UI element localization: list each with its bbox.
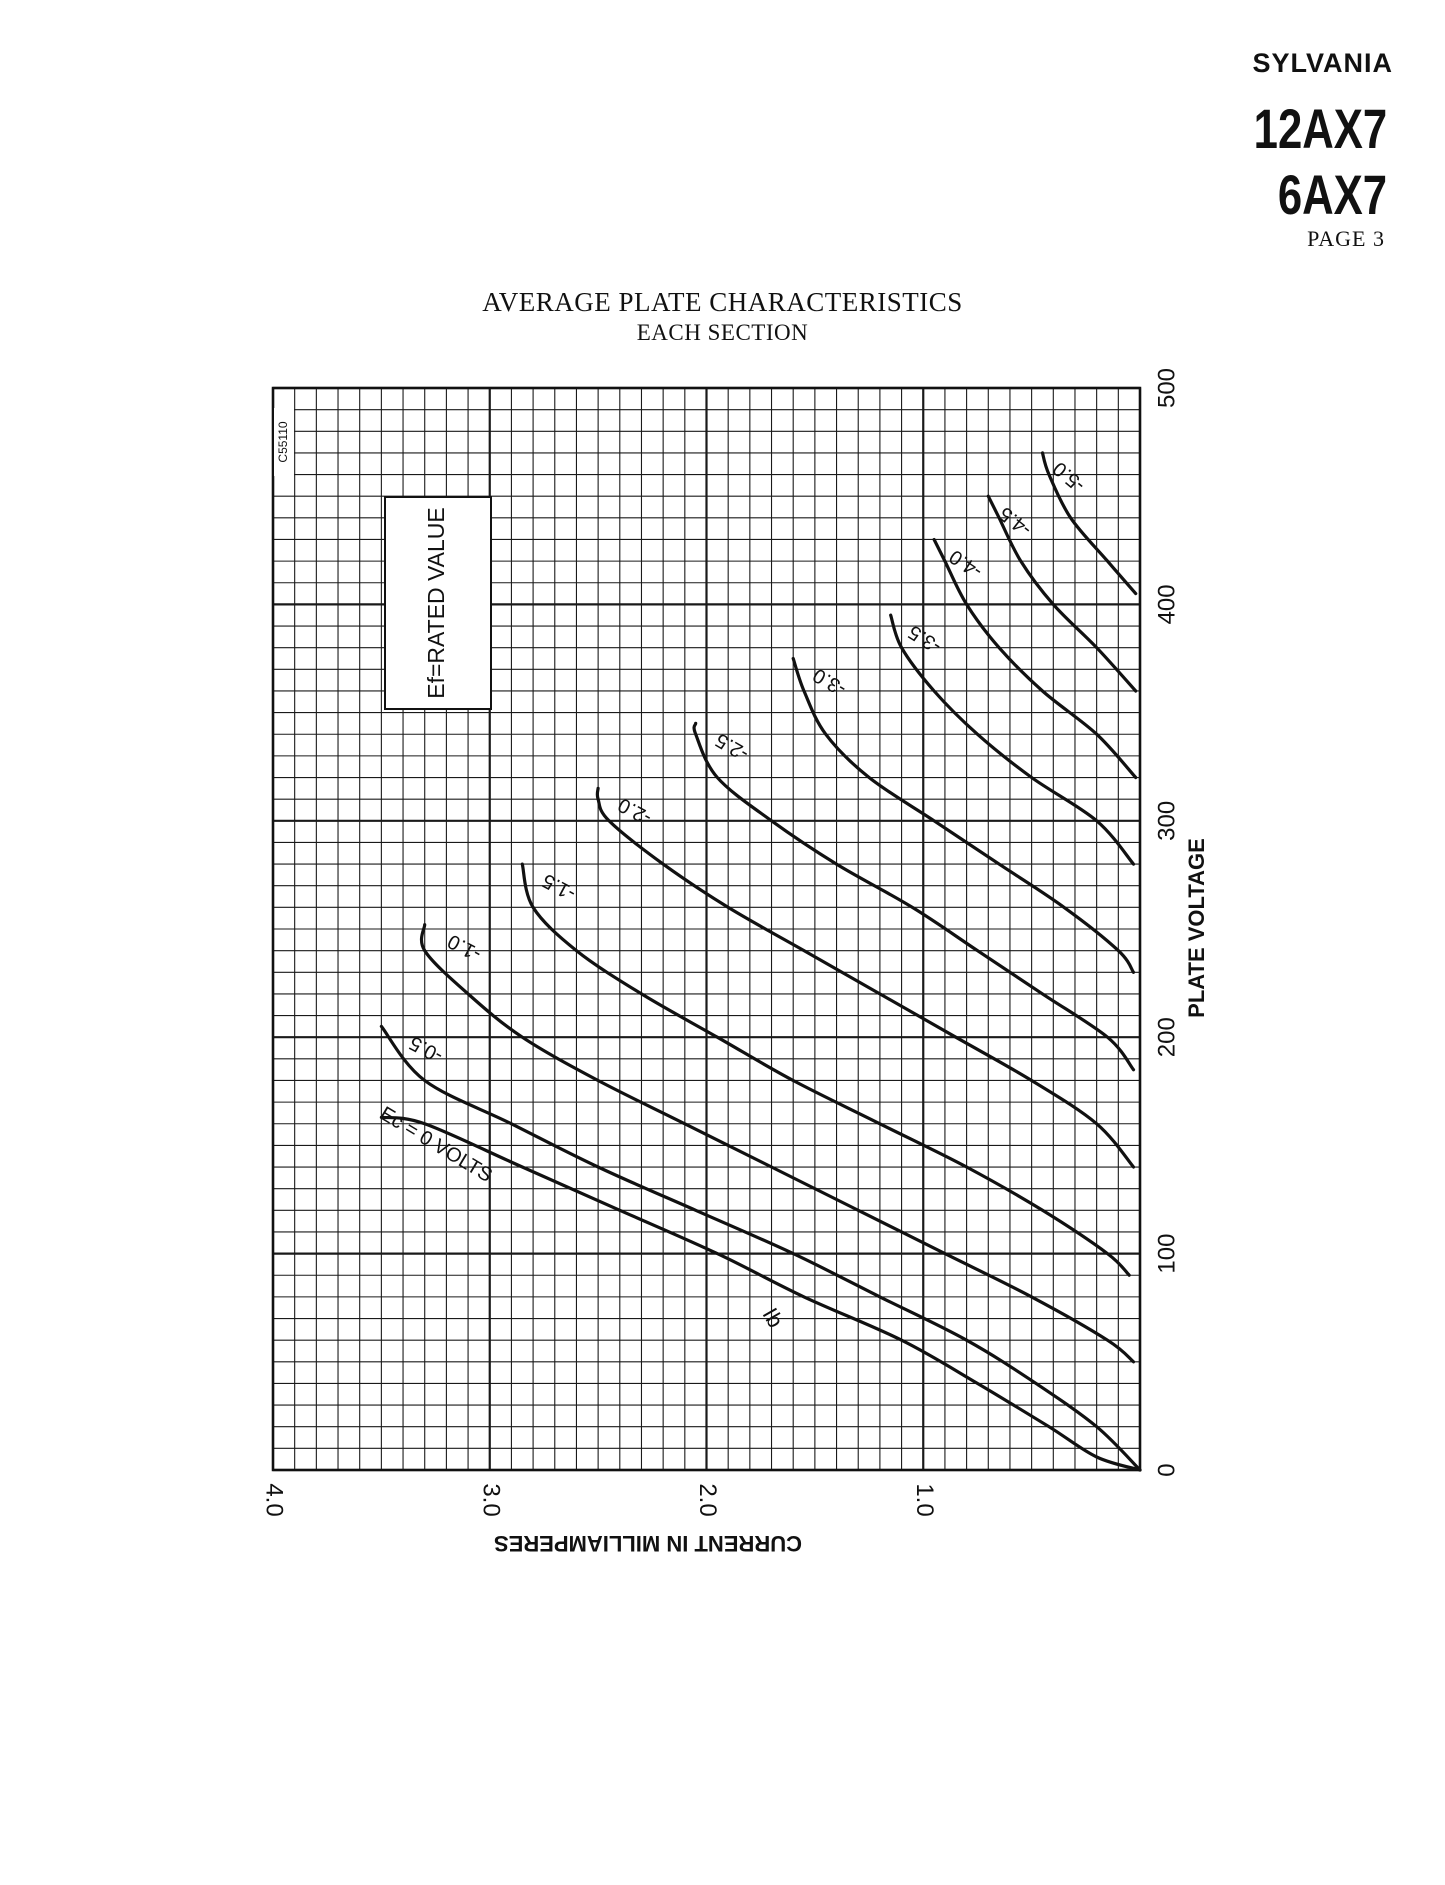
curve-line	[422, 925, 1134, 1362]
curve-label: -3.0	[809, 663, 851, 700]
x-tick-label: 200	[1153, 1017, 1181, 1058]
tube-type-primary: 12AX7	[1253, 97, 1387, 160]
x-tick-label: 0	[1153, 1463, 1181, 1477]
curve-symbol-label: Ib	[757, 1303, 789, 1332]
curve-line	[793, 659, 1133, 973]
curve-line	[694, 723, 1133, 1069]
chart-subtitle: EACH SECTION	[636, 320, 809, 345]
figure-code-text: C55110	[276, 421, 291, 463]
curve-label: -2.0	[614, 793, 656, 829]
y-tick-label: 4.0	[260, 1483, 288, 1517]
curve-label: -5.0	[1048, 457, 1090, 497]
x-tick-label: 100	[1153, 1233, 1181, 1274]
tube-type-secondary: 6AX7	[1277, 163, 1387, 226]
curve-label: -4.0	[945, 544, 987, 583]
x-tick-label: 300	[1153, 800, 1181, 841]
y-tick-label: 3.0	[477, 1483, 505, 1517]
curve-label: -3.5	[904, 620, 946, 658]
x-tick-label: 400	[1153, 584, 1181, 625]
page-number: PAGE 3	[1307, 226, 1385, 251]
x-tick-label: 500	[1153, 367, 1181, 409]
curve-label: -1.0	[444, 929, 485, 966]
curve-label: -4.5	[995, 502, 1036, 541]
curve-label: -1.5	[538, 869, 580, 905]
note-text: Ef=RATED VALUE	[423, 507, 450, 699]
curve-label: Ec = 0 VOLTS	[375, 1102, 496, 1187]
chart-grid	[273, 388, 1140, 1470]
curve-label: -0.5	[405, 1031, 447, 1067]
y-axis-label: CURRENT IN MILLIAMPERES	[494, 1531, 802, 1557]
curve-label: -2.5	[711, 728, 753, 765]
y-tick-label: 2.0	[694, 1483, 722, 1517]
y-tick-label: 1.0	[910, 1483, 938, 1517]
curve-line	[381, 1026, 1140, 1470]
curve-line	[522, 864, 1129, 1275]
brand-name: SYLVANIA	[1252, 48, 1393, 78]
chart-title: AVERAGE PLATE CHARACTERISTICS	[482, 287, 963, 317]
x-axis-label: PLATE VOLTAGE	[1183, 838, 1209, 1018]
